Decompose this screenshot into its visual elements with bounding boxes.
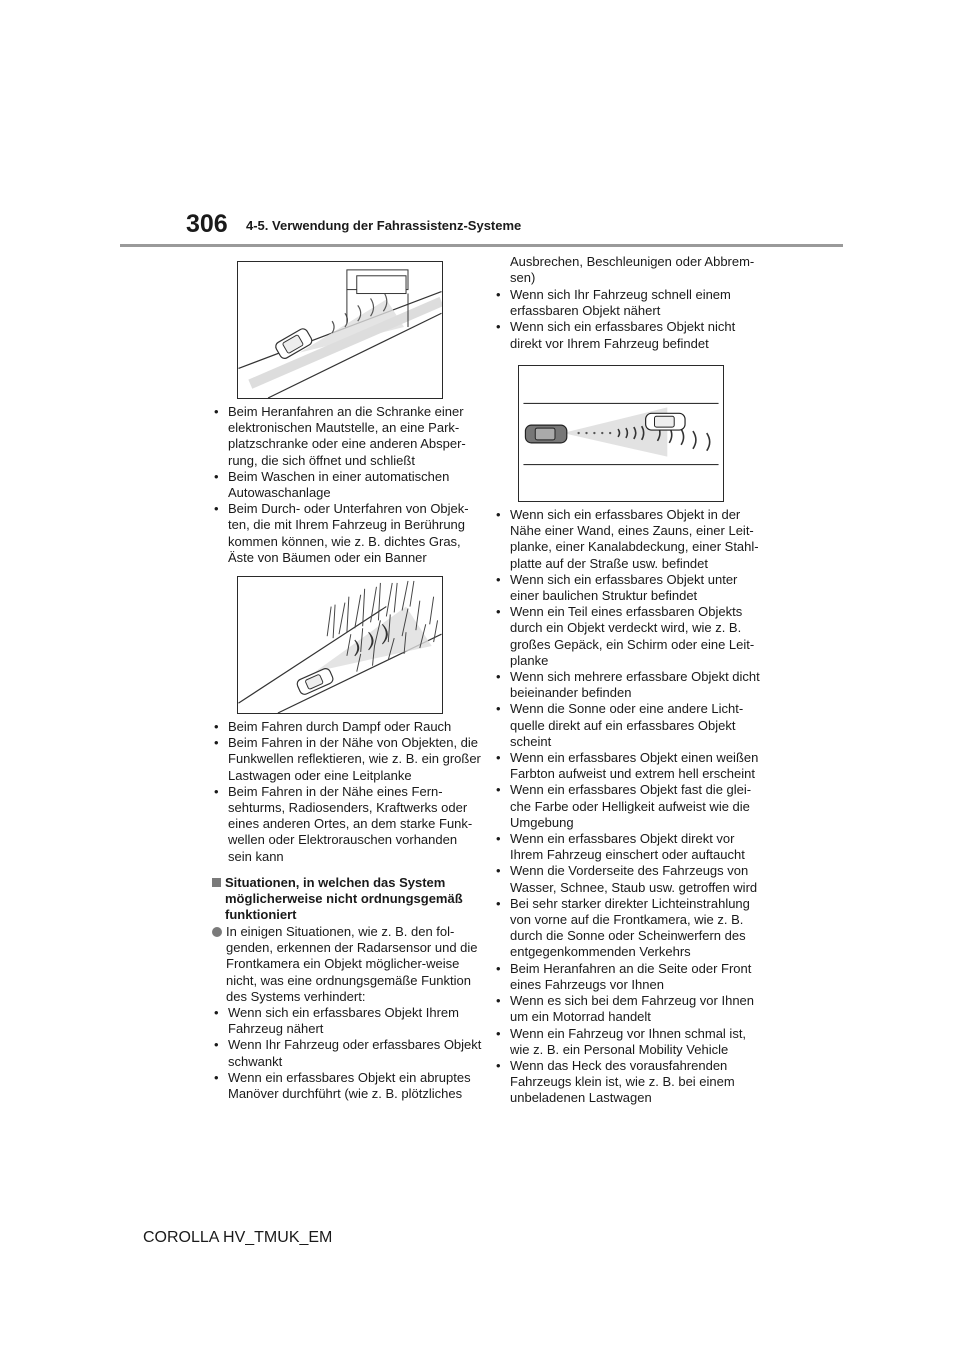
- footer-model-code: COROLLA HV_TMUK_EM: [143, 1229, 333, 1246]
- square-bullet-icon: [212, 878, 221, 887]
- subheading: [212, 875, 482, 924]
- list-item: • Wenn sich ein erfassbares Objekt Ihrem Fahrzeug nähert: [212, 1005, 482, 1037]
- right-continuation: [494, 254, 764, 286]
- toll-gate-illustration: [238, 262, 442, 398]
- list-item: • Wenn sich Ihr Fahrzeug schnell einem erfassbaren Objekt nähert: [494, 287, 764, 319]
- list-item: • Wenn die Sonne oder eine andere Licht-quelle direkt auf ein erfassbares Objekt scheint: [494, 701, 764, 750]
- section-title: 4-5. Verwendung der Fahrassistenz-Systeme: [246, 218, 522, 233]
- page-number: 306: [186, 210, 228, 238]
- list-item: • Wenn ein erfassbares Objekt ein abruptes Manöver durchführt (wie z. B. plötzliches: [212, 1070, 482, 1102]
- list-item: • Beim Fahren in der Nähe von Objekten, die Funkwellen reflektieren, wie z. B. ein großer Lastwagen oder eine Leitplanke: [212, 735, 482, 784]
- list-item: • Wenn sich mehrere erfassbare Objekt dicht beieinander befinden: [494, 669, 764, 701]
- list-item: • Beim Waschen in einer automatischen Autowaschanlage: [212, 469, 482, 501]
- list-item: • Beim Fahren durch Dampf oder Rauch: [212, 719, 482, 735]
- right-bullets-1: [494, 287, 764, 352]
- list-item: • Wenn Ihr Fahrzeug oder erfassbares Objekt schwankt: [212, 1037, 482, 1069]
- intro-text: In einigen Situationen, wie z. B. den fol-genden, erkennen der Radarsensor und die Frontkamera ein Objekt möglicher-weise nicht, was eine ordnungsgemäße Funktion des Systems verhindert:: [226, 924, 478, 1004]
- intro-paragraph: [212, 924, 482, 1005]
- list-item: • Wenn die Vorderseite des Fahrzeugs von Wasser, Schnee, Staub usw. getroffen wird: [494, 863, 764, 895]
- dense-grass-illustration: [238, 577, 442, 713]
- list-item: • Wenn ein erfassbares Objekt einen weißen Farbton aufweist und extrem hell erscheint: [494, 750, 764, 782]
- list-item: • Wenn ein erfassbares Objekt direkt vor Ihrem Fahrzeug einschert oder auftaucht: [494, 831, 764, 863]
- list-item: • Wenn sich ein erfassbares Objekt unter einer baulichen Struktur befindet: [494, 572, 764, 604]
- list-item: • Wenn das Heck des vorausfahrenden Fahrzeugs klein ist, wie z. B. bei einem unbeladenen Lastwagen: [494, 1058, 764, 1107]
- figure-dense-grass: [237, 576, 443, 714]
- list-item: • Beim Fahren in der Nähe eines Fern-sehturms, Radiosenders, Kraftwerks oder eines anderen Ortes, an dem starke Funk-wellen oder Elektrorauschen vorhanden sein kann: [212, 784, 482, 865]
- list-item: • Wenn sich ein erfassbares Objekt nicht direkt vor Ihrem Fahrzeug befindet: [494, 319, 764, 351]
- left-bullets-2: [212, 719, 482, 865]
- subheading-text: Situationen, in welchen das System möglicherweise nicht ordnungsgemäß funktioniert: [225, 875, 463, 923]
- left-bullets-3: [212, 1005, 482, 1102]
- figure-offset-vehicle: [518, 365, 724, 502]
- right-bullets-2: [494, 507, 764, 1107]
- list-item: • Beim Heranfahren an die Schranke einer elektronischen Mautstelle, an eine Park-platzschranke oder eine anderen Absper-rung, die sich öffnet und schließt: [212, 404, 482, 469]
- header-rule: [120, 244, 843, 247]
- offset-vehicle-illustration: [519, 366, 723, 501]
- list-item-continuation: Ausbrechen, Beschleunigen oder Abbrem-sen): [510, 254, 755, 286]
- list-item: • Wenn ein Teil eines erfassbaren Objekts durch ein Objekt verdeckt wird, wie z. B. großes Gepäck, ein Schirm oder eine Leit-planke: [494, 604, 764, 669]
- list-item: • Wenn es sich bei dem Fahrzeug vor Ihnen um ein Motorrad handelt: [494, 993, 764, 1025]
- list-item: • Wenn ein Fahrzeug vor Ihnen schmal ist, wie z. B. ein Personal Mobility Vehicle: [494, 1026, 764, 1058]
- left-bullets-1: [212, 404, 482, 566]
- list-item: • Beim Durch- oder Unterfahren von Objek-ten, die mit Ihrem Fahrzeug in Berührung kommen können, wie z. B. dichtes Gras, Äste von Bäumen oder ein Banner: [212, 501, 482, 566]
- list-item: • Bei sehr starker direkter Lichteinstrahlung von vorne auf die Frontkamera, wie z. B. durch die Sonne oder Scheinwerfern des entgegenkommenden Verkehrs: [494, 896, 764, 961]
- list-item: • Beim Heranfahren an die Seite oder Front eines Fahrzeugs vor Ihnen: [494, 961, 764, 993]
- list-item: • Wenn ein erfassbares Objekt fast die glei-che Farbe oder Helligkeit aufweist wie die Umgebung: [494, 782, 764, 831]
- figure-toll-gate: [237, 261, 443, 399]
- circle-bullet-icon: [212, 927, 222, 937]
- list-item: • Wenn sich ein erfassbares Objekt in der Nähe einer Wand, eines Zauns, einer Leit-planke, einer Kanalabdeckung, einer Stahl-platte auf der Straße usw. befindet: [494, 507, 764, 572]
